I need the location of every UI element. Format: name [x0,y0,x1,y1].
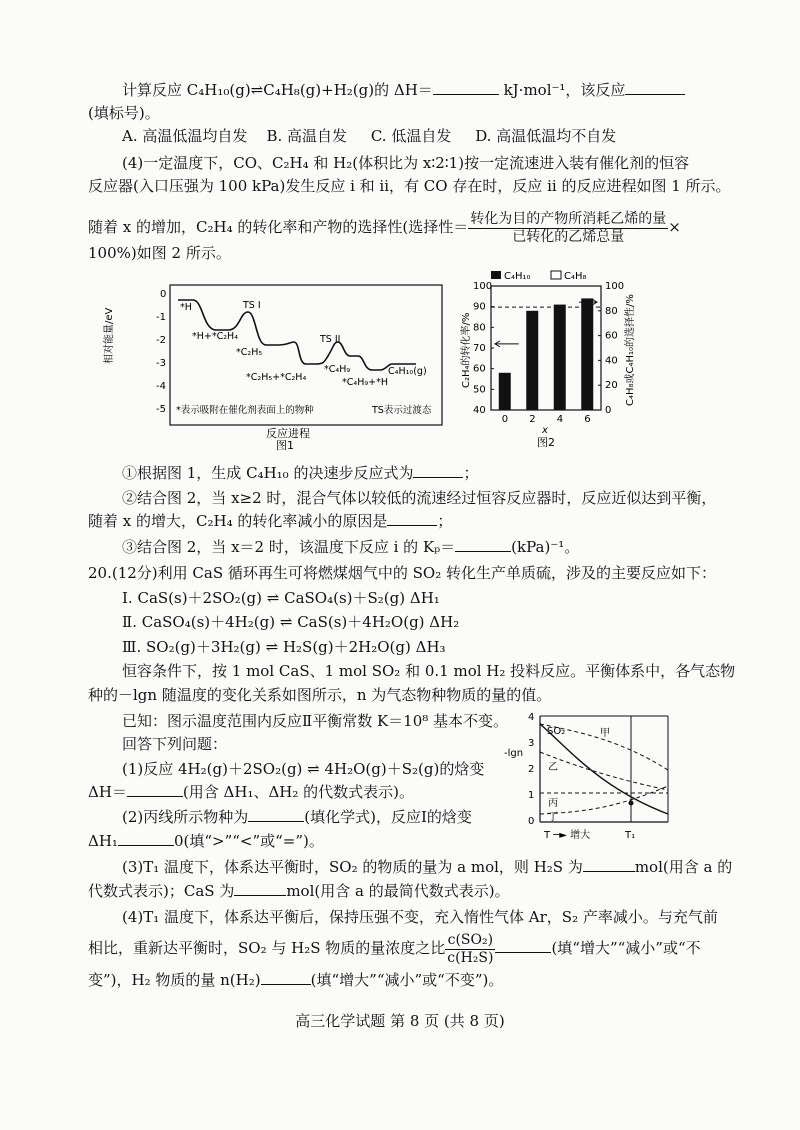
fig2-right-tick: 100 [605,281,625,292]
fig1-ytick: -4 [156,381,166,392]
fig2-left-tick: 90 [473,301,486,313]
fig1-yticks [156,289,166,415]
figure-1-energy-profile [104,282,450,452]
fig3-curve-ding [540,786,668,814]
fig2-xtick: 0 [501,414,509,425]
fig1-label: TS I [243,300,261,311]
q20-p3-d: mol(用含 a 的最简代数式表示)。 [286,882,510,900]
fig2-bar [581,298,593,410]
fig2-right-axis [598,281,624,416]
fig1-xlabel: 反应进程 [266,427,310,440]
q20-p2-hint: 0(填“>”“<”或“=”)。 [173,832,324,850]
q19-sub3 [122,537,579,557]
fig2-xlabel: x [542,425,548,436]
fig1-label: C₄H₁₀(g) [388,366,427,377]
answer-blank-rate-step[interactable] [413,463,463,478]
q19-line1 [122,80,685,100]
fig3-curve-label: 甲 [600,728,610,739]
fig2-bar [499,373,511,410]
fig2-left-tick: 50 [473,384,486,396]
selectivity-fraction [468,211,668,246]
q19-p4-line4: 100%)如图 2 所示。 [88,244,231,262]
fig3-curve-yi [540,752,668,790]
q20-p3-line2 [88,881,510,901]
answer-blank-nh2[interactable] [261,970,311,985]
fig3-xlabel: T ─► 增大 [544,830,591,841]
q19-sub3-a: ③结合图 2，当 x＝2 时，该温度下反应 i 的 Kₚ＝ [122,538,456,556]
q20-reaction-2: Ⅱ. CaSO₄(s)＋4H₂(g) ⇌ CaS(s)＋4H₂O(g) ΔH₂ [122,613,460,631]
q20-p2-line1 [122,807,472,827]
q20-p4-b2: (填“增大”“减小”或“不 [551,939,701,957]
q19-sub1-end: ； [463,464,479,482]
q20-p2-dh1: ΔH₁ [88,832,118,850]
fig2-left-tick: 70 [473,343,486,354]
q20-cond2: 种的－lgn 随温度的变化关系如图所示，n 为气态物种物质的量的值。 [88,686,552,704]
q20-p3-b: mol(用含 a 的 [634,858,733,876]
q19-sub2-text: 随着 x 的增大，C₂H₄ 的转化率减小的原因是 [88,512,388,530]
fig2-left-tick: 40 [473,405,486,416]
q20-known: 已知：图示温度范围内反应Ⅱ平衡常数 K＝10⁸ 基本不变。 [122,712,509,730]
fig1-label: TS II [320,334,341,345]
q19-p4-line2: 反应器(入口压强为 100 kPa)发生反应 i 和 ii，有 CO 存在时，反应 ii 的反应进程如图 1 所示。 [88,177,731,195]
fig2-left-tick: 60 [473,363,486,375]
fig2-bars [499,298,594,410]
q20-p4-c2: (填“增大”“减小”或“不变”)。 [310,971,504,989]
fig2-left-tick: 100 [473,281,493,292]
legend-label-c4h10: C₄H₁₀ [504,271,531,282]
q19-line2: (填标号)。 [88,104,160,122]
fig1-label: *C₄H₉ [324,364,351,375]
q20-p4-line1: (4)T₁ 温度下，体系达平衡后，保持压强不变，充入惰性气体 Ar，S₂ 产率减小。与充气前 [122,908,718,926]
fig1-label: *C₂H₅+*C₂H₄ [246,372,307,383]
fig2-caption: 图2 [537,436,555,449]
fig1-note: TS表示过渡态 [372,405,432,416]
q20-answer-prompt: 回答下列问题： [122,735,228,753]
fig1-ylabel: 相对能量/eV [104,307,115,364]
concentration-ratio [445,932,495,967]
fig2-right-tick: 80 [605,305,618,317]
answer-blank-dh[interactable] [433,80,499,95]
legend-label-c4h8: C₄H₈ [564,271,587,282]
q19-line1-a: 计算反应 C₄H₁₀(g)⇌C₄H₈(g)+H₂(g)的 ΔH＝ [122,81,433,99]
answer-blank-sign[interactable] [118,831,174,846]
legend-swatch-c4h10 [491,271,501,279]
answer-blank-reason[interactable] [387,511,437,526]
q19-sub2-line1: ②结合图 2，当 x≥2 时，混合气体以较低的流速经过恒容反应器时，反应近似达到平衡， [122,489,717,507]
q20-p1-line2 [88,782,414,802]
fig1-ytick: -2 [156,335,166,346]
answer-blank-h2s[interactable] [583,857,635,872]
fig1-label: *H+*C₂H₄ [192,331,238,342]
fig2-xtick: 4 [556,414,564,425]
fig2-right-tick: 20 [605,380,618,392]
q20-p2-b: (填化学式)，反应Ⅰ的焓变 [304,808,472,826]
option-b: B. 高温自发 [266,127,348,145]
answer-blank-species[interactable] [248,807,304,822]
fig1-label: *C₄H₉+*H [342,377,388,388]
q20-p1-hint: (用含 ΔH₁、ΔH₂ 的代数式表示)。 [182,783,415,801]
q19-p4-line3-a: 随着 x 的增加，C₂H₄ 的转化率和产物的选择性(选择性＝ [88,218,469,236]
q20-reaction-1: Ⅰ. CaS(s)＋2SO₂(g) ⇌ CaSO₄(s)＋S₂(g) ΔH₁ [122,589,440,607]
fig3-ytick: 2 [528,764,535,775]
fig3-intersection-point [629,801,634,806]
q20-cond1: 恒容条件下，按 1 mol CaS、1 mol SO₂ 和 0.1 mol H₂ 投料反应。平衡体系中，各气态物 [122,662,736,680]
fig1-ytick: -5 [156,404,166,415]
q20-p1-line1: (1)反应 4H₂(g)＋2SO₂(g) ⇌ 4H₂O(g)＋S₂(g)的焓变 [122,760,485,778]
fig2-right-tick: 0 [605,405,612,416]
fig2-ylabel-left: C₂H₄的转化率/% [461,312,472,388]
fig1-label: *C₂H₅ [236,347,263,358]
q19-sub1 [122,463,478,483]
fig2-left-arrow [495,341,519,347]
fig3-ytick: 1 [528,790,535,801]
fig3-ytick: 0 [528,816,535,827]
q20-p4-c1: 变”)，H₂ 物质的量 n(H₂) [88,971,261,989]
fig2-right-tick: 60 [605,330,618,342]
answer-blank-ratio[interactable] [495,938,551,953]
q20-p4-line3 [88,970,503,990]
q19-sub3-b: (kPa)⁻¹。 [511,538,580,556]
times-sign: × [668,218,681,236]
fraction-numerator: 转化为目的产物所消耗乙烯的量 [470,210,667,227]
ratio-numerator: c(SO₂) [445,932,495,950]
fig2-xtick: 2 [529,414,536,425]
q20-p4-line2 [88,929,701,967]
fig2-xticks [502,414,591,425]
q20-p3-c: 代数式表示)；CaS 为 [88,882,235,900]
q20-p3-a: (3)T₁ 温度下，体系达平衡时，SO₂ 的物质的量为 a mol，则 H₂S 为 [122,858,583,876]
fig1-frame [170,285,442,425]
q20-p2-a: (2)丙线所示物种为 [122,808,249,826]
fig2-xtick: 6 [584,414,591,425]
fig3-ytick: 3 [528,738,535,749]
fig3-curve-label: 丙 [548,798,558,809]
fig2-bar [526,311,538,410]
q20-p2-line2 [88,831,324,851]
answer-blank-enthalpy[interactable] [127,782,183,797]
q19-options [122,126,616,146]
q19-line1-b: kJ·mol⁻¹，该反应 [503,81,626,99]
fig3-curve-label: SO₂ [547,726,566,737]
q20-p1-dh: ΔH＝ [88,783,127,801]
q19-sub2-end: ； [437,512,453,530]
q20-reaction-3: Ⅲ. SO₂(g)＋3H₂(g) ⇌ H₂S(g)＋2H₂O(g) ΔH₃ [122,638,446,656]
answer-blank-kp[interactable] [455,537,511,552]
q19-sub2-line2 [88,511,452,531]
legend-swatch-c4h8 [551,271,561,279]
fig1-ytick: 0 [160,289,167,300]
fig2-bar [554,305,566,410]
answer-blank-cas[interactable] [234,881,286,896]
q20-p3-line1 [122,857,732,877]
option-a: A. 高温低温均自发 [122,127,248,145]
q19-sub1-text: ①根据图 1，生成 C₄H₁₀ 的决速步反应式为 [122,464,414,482]
q19-p4-line1: (4)一定温度下，CO、C₂H₄ 和 H₂(体积比为 x∶2∶1)按一定流速进入装有催化剂的恒容 [122,154,690,172]
q20-p4-b1: 相比，重新达平衡时，SO₂ 与 H₂S 物质的量浓度之比 [88,939,446,957]
fig3-curve-label: 乙 [548,762,558,773]
fig1-ytick: -3 [156,358,166,369]
figure-2-chart [455,268,645,450]
fig1-caption: 图1 [276,439,294,452]
option-c: C. 低温自发 [370,127,452,145]
figure-3-lgn-vs-temperature [500,710,680,850]
fig1-label: *H [180,302,192,313]
ratio-denominator: c(H₂S) [447,949,494,966]
fig3-ylabel: -lgn [504,748,524,759]
fig2-legend [491,271,587,282]
fig1-note: *表示吸附在催化剂表面上的物种 [176,405,314,416]
fig3-ytick: 4 [528,712,535,723]
fig3-curve-label: 丁 [548,812,558,823]
fraction-denominator: 已转化的乙烯总量 [512,228,625,245]
fig2-right-tick: 40 [605,355,618,367]
fig2-left-tick: 80 [473,322,486,334]
page-footer: 高三化学试题 第 8 页 (共 8 页) [295,1012,505,1030]
fig3-t1-label: T₁ [625,830,636,841]
answer-blank-spontaneity[interactable] [625,80,685,95]
q20-intro: 20.(12分)利用 CaS 循环再生可将燃煤烟气中的 SO₂ 转化生产单质硫，涉及的主要反应如下： [88,564,717,582]
option-d: D. 高温低温均不自发 [475,127,617,145]
q19-p4-line3 [88,208,681,246]
fig1-ytick: -1 [156,312,166,323]
fig2-ylabel-right: C₄H₈或C₄H₁₀的选择性/% [625,294,636,406]
